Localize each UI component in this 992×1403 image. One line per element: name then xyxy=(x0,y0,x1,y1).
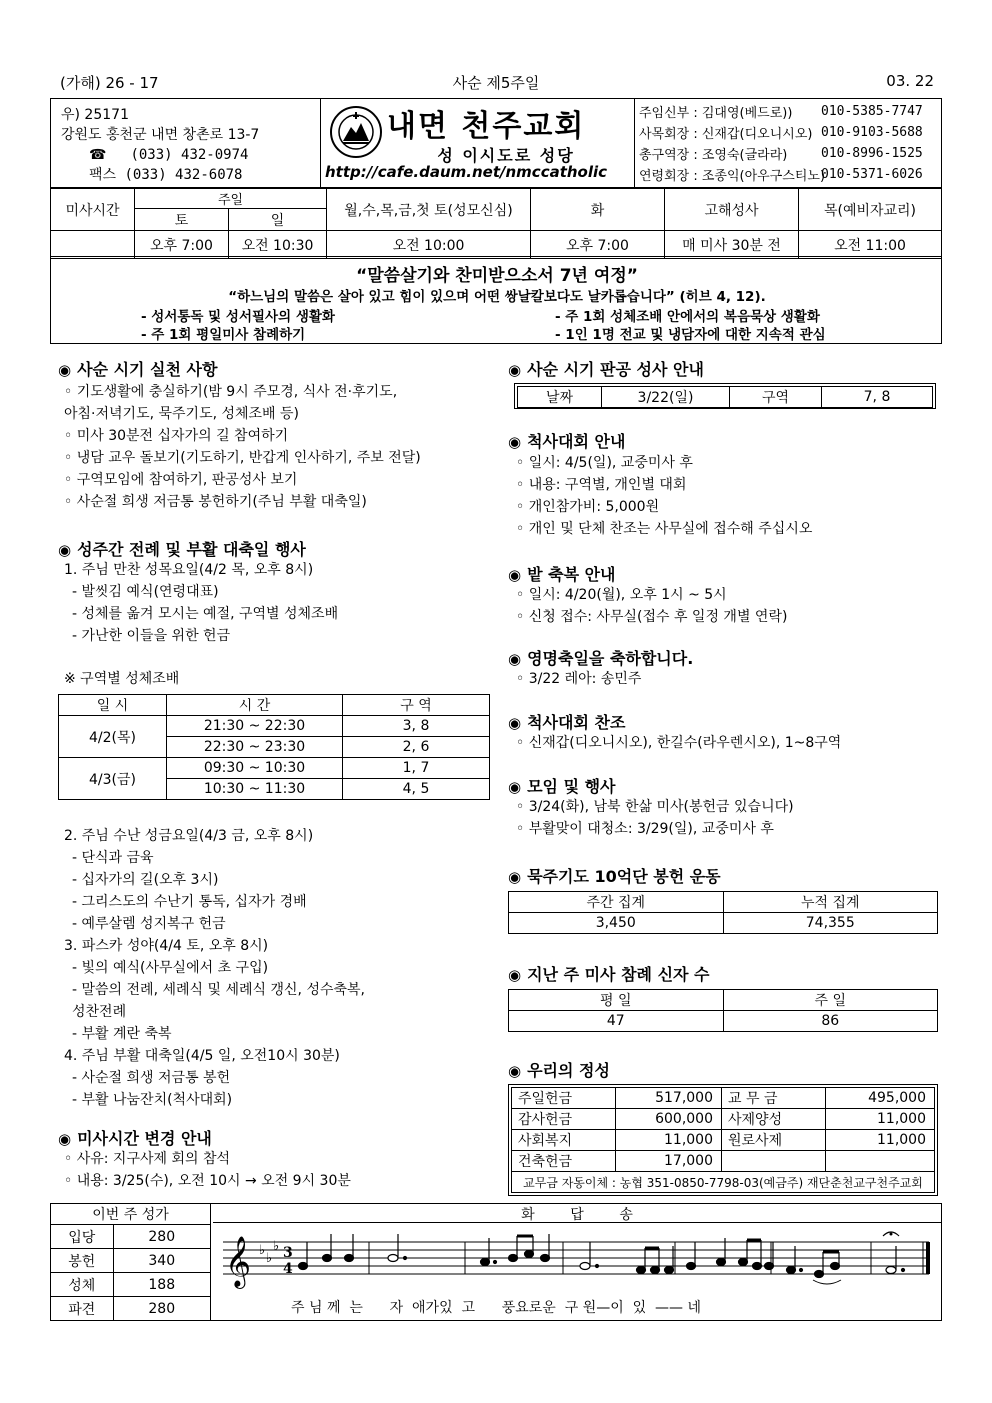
sunday-time: 오전 10:30 xyxy=(229,231,327,259)
motto-item: - 주 1회 평일미사 참례하기 xyxy=(141,327,306,343)
circle-bullet-icon: ◉ xyxy=(508,433,522,451)
confession-label: 고해성사 xyxy=(665,189,799,231)
section-title: ◉ 사순 시기 판공 성사 안내 xyxy=(508,360,704,379)
hymn-title: 이번 주 성가 xyxy=(51,1204,211,1225)
church-url[interactable]: http://cafe.daum.net/nmccatholic xyxy=(325,163,608,181)
weekday-time: 오전 10:00 xyxy=(327,231,531,259)
section-title: ◉ 사순 시기 실천 사항 xyxy=(58,360,218,379)
saturday-time: 오후 7:00 xyxy=(135,231,229,259)
section-title: ◉ 묵주기도 10억단 봉헌 운동 xyxy=(508,867,721,886)
svg-text:♭: ♭ xyxy=(259,1243,266,1258)
psalm-score xyxy=(223,1228,935,1290)
hymn-table: 이번 주 성가 입당 280 봉헌 340 성체 188 파견 280 xyxy=(51,1204,211,1321)
psalm-title: 화 답 송 xyxy=(213,1204,941,1223)
circle-bullet-icon: ◉ xyxy=(508,714,522,732)
mass-schedule-table xyxy=(50,188,942,259)
section-title: ◉ 지난 주 미사 참례 신자 수 xyxy=(508,965,710,984)
staff-row: 주임신부 : 김대영(베드로)) 010-5385-7747 xyxy=(639,104,923,121)
motto-title: “말씀살기와 찬미받으소서 7년 여정” xyxy=(356,266,638,286)
motto-verse: “하느님의 말씀은 살아 있고 힘이 있으며 어떤 쌍날칼보다도 날카롭습니다” (히브 4, 12). xyxy=(228,289,766,305)
svg-text:♭: ♭ xyxy=(266,1251,273,1266)
bulletin-date: 03. 22 xyxy=(886,72,934,90)
staff-row: 사목회장 : 신재갑(디오니시오) 010-9103-5688 xyxy=(639,125,923,142)
saturday-label: 토 xyxy=(135,209,229,231)
mass-change-list: ◦ 사유: 지구사제 회의 참석 ◦ 내용: 3/25(수), 오전 10시 → 오전 9시 30분 xyxy=(64,1151,351,1189)
church-info-box xyxy=(50,98,942,188)
section-title: ◉ 미사시간 변경 안내 xyxy=(58,1129,212,1148)
rosary-table: 주간 집계 누적 집계 3,450 74,355 xyxy=(508,891,938,934)
fax-number: 팩스 (033) 432-6078 xyxy=(89,167,243,183)
tuesday-time: 오후 7:00 xyxy=(531,231,665,259)
motto-item: - 주 1회 성체조배 안에서의 복음묵상 생활화 xyxy=(555,309,820,325)
svg-text:3: 3 xyxy=(283,1245,293,1261)
adoration-note: ※ 구역별 성체조배 xyxy=(64,671,180,687)
sponsor-list: ◦ 신재갑(디오니시오), 한길수(라우렌시오), 1~8구역 xyxy=(516,735,842,751)
treble-clef-icon: 𝄞 xyxy=(225,1236,252,1287)
motto-item: - 성서통독 및 성서필사의 생활화 xyxy=(141,309,335,325)
circle-bullet-icon: ◉ xyxy=(508,361,522,379)
motto-box xyxy=(50,256,942,344)
circle-bullet-icon: ◉ xyxy=(508,650,522,668)
circle-bullet-icon: ◉ xyxy=(508,1062,522,1080)
auto-transfer-note: 교무금 자동이체 : 농협 351-0850-7798-03(예금주) 재단춘천교구천주교회 xyxy=(512,1172,935,1193)
section-title: ◉ 척사대회 찬조 xyxy=(508,713,626,732)
street-address: 강원도 홍천군 내면 창촌로 13-7 xyxy=(61,127,260,143)
church-subtitle: 성 이시도로 성당 xyxy=(437,146,575,165)
mass-time-label: 미사시간 xyxy=(51,189,135,231)
phone-icon: ☎ xyxy=(89,147,107,163)
staff-row: 연령회장 : 조종익(아우구스티노) 010-5371-6026 xyxy=(639,167,923,184)
church-name: 내면 천주교회 xyxy=(387,109,586,144)
liturgical-day: 사순 제5주일 xyxy=(452,74,540,92)
section-title: ◉ 성주간 전례 및 부활 대축일 행사 xyxy=(58,540,306,559)
circle-bullet-icon: ◉ xyxy=(58,361,72,379)
church-title-block xyxy=(321,99,635,187)
address-block xyxy=(51,99,321,187)
circle-bullet-icon: ◉ xyxy=(58,1130,72,1148)
circle-bullet-icon: ◉ xyxy=(508,566,522,584)
tuesday-label: 화 xyxy=(531,189,665,231)
feast-list: ◦ 3/22 레아: 송민주 xyxy=(516,671,642,687)
motto-item: - 1인 1명 전교 및 냉담자에 대한 지속적 관심 xyxy=(555,327,826,343)
staff-list xyxy=(635,99,941,187)
svg-text:4: 4 xyxy=(283,1261,293,1277)
church-logo-icon xyxy=(329,105,383,159)
circle-bullet-icon: ◉ xyxy=(508,966,522,984)
yut-list: ◦ 일시: 4/5(일), 교중미사 후 ◦ 내용: 구역별, 개인별 대회 ◦ 개인참가비: 5,000원 ◦ 개인 및 단체 찬조는 사무실에 접수해 주십시오 xyxy=(516,455,813,537)
zip-code: 우) 25171 xyxy=(61,107,129,123)
sunday-day-label: 일 xyxy=(229,209,327,231)
sunday-label: 주일 xyxy=(135,189,327,209)
music-box xyxy=(50,1203,942,1321)
lent-list: ◦ 기도생활에 충실하기(밤 9시 주모경, 식사 전·후기도, 아침·저녁기도, 묵주기도, 성체조배 등) ◦ 미사 30분전 십자가의 길 참여하기 ◦ 냉담 교우 돌보기(기도하기, 반갑게 인사하기, 주보 전달) ◦ 구역모임에 참여하기, 판공성사 보기 ◦ 사순절 희생 저금통 봉헌하기(주님 부활 대축일) xyxy=(64,384,421,510)
weekday-label: 월,수,목,금,첫 토(성모신심) xyxy=(327,189,531,231)
psalm-lyrics: 주 님 께 는 자 애가있 고 풍요로운 구 원—이 있 —— 네 xyxy=(291,1300,702,1316)
thursday-time: 오전 11:00 xyxy=(799,231,942,259)
confession-time: 매 미사 30분 전 xyxy=(665,231,799,259)
section-title: ◉ 모임 및 행사 xyxy=(508,777,616,796)
adoration-table: 일 시 시 간 구 역 4/2(목) 21:30 ~ 22:30 3, 8 22:30 ~ 23:30 2, 6 4/3(금) 09:30 ~ 10:30 1, 7 10:30 ~ 11:30 4, 5 xyxy=(58,694,490,800)
section-title: ◉ 척사대회 안내 xyxy=(508,432,626,451)
phone-number: (033) 432-0974 xyxy=(130,147,249,163)
bulletin-number: (가해) 26 - 17 xyxy=(60,74,159,92)
staff-row: 총구역장 : 조영숙(글라라) 010-8996-1525 xyxy=(639,146,923,163)
circle-bullet-icon: ◉ xyxy=(508,778,522,796)
section-title: ◉ 영명축일을 축하합니다. xyxy=(508,649,694,668)
offering-table: 주일헌금 517,000 교 무 금 495,000 감사헌금 600,000 사제양성 11,000 사회복지 11,000 원로사제 11,000 건축헌금 17,000 교무금 자동이체 : 농협 351-0850-7798-03(예금주) 재단춘천교구천주교회 xyxy=(508,1084,938,1196)
holy-thursday-list: 1. 주님 만찬 성목요일(4/2 목, 오후 8시) - 발씻김 예식(연령대표) - 성체를 옮겨 모시는 예절, 구역별 성체조배 - 가난한 이들을 위한 헌금 xyxy=(64,562,339,644)
attendance-table: 평 일 주 일 47 86 xyxy=(508,989,938,1032)
circle-bullet-icon: ◉ xyxy=(508,868,522,886)
svg-text:♭: ♭ xyxy=(273,1239,280,1254)
section-title: ◉ 밭 축복 안내 xyxy=(508,565,616,584)
section-title: ◉ 우리의 정성 xyxy=(508,1061,610,1080)
holy-week-list: 2. 주님 수난 성금요일(4/3 금, 오후 8시) - 단식과 금육 - 십자가의 길(오후 3시) - 그리스도의 수난기 통독, 십자가 경배 - 예루살렘 성지복구 헌금 3. 파스카 성야(4/4 토, 오후 8시) - 빛의 예식(사무실에서 초 구입) - 말씀의 전례, 세례식 및 세례식 갱신, 성수축복, 성찬전례 - 부활 계란 축복 4. 주님 부활 대축일(4/5 일, 오전10시 30분) - 사순절 희생 저금통 봉헌 - 부활 나눔잔치(척사대회) xyxy=(64,828,365,1108)
thursday-label: 목(예비자교리) xyxy=(799,189,942,231)
meeting-list: ◦ 3/24(화), 남북 한삶 미사(봉헌금 있습니다) ◦ 부활맞이 대청소: 3/29(일), 교중미사 후 xyxy=(516,799,794,837)
confession-table: 날짜 3/22(일) 구역 7, 8 xyxy=(514,383,936,409)
circle-bullet-icon: ◉ xyxy=(58,541,72,559)
field-blessing-list: ◦ 일시: 4/20(월), 오후 1시 ~ 5시 ◦ 신청 접수: 사무실(접수 후 일정 개별 연락) xyxy=(516,587,788,625)
